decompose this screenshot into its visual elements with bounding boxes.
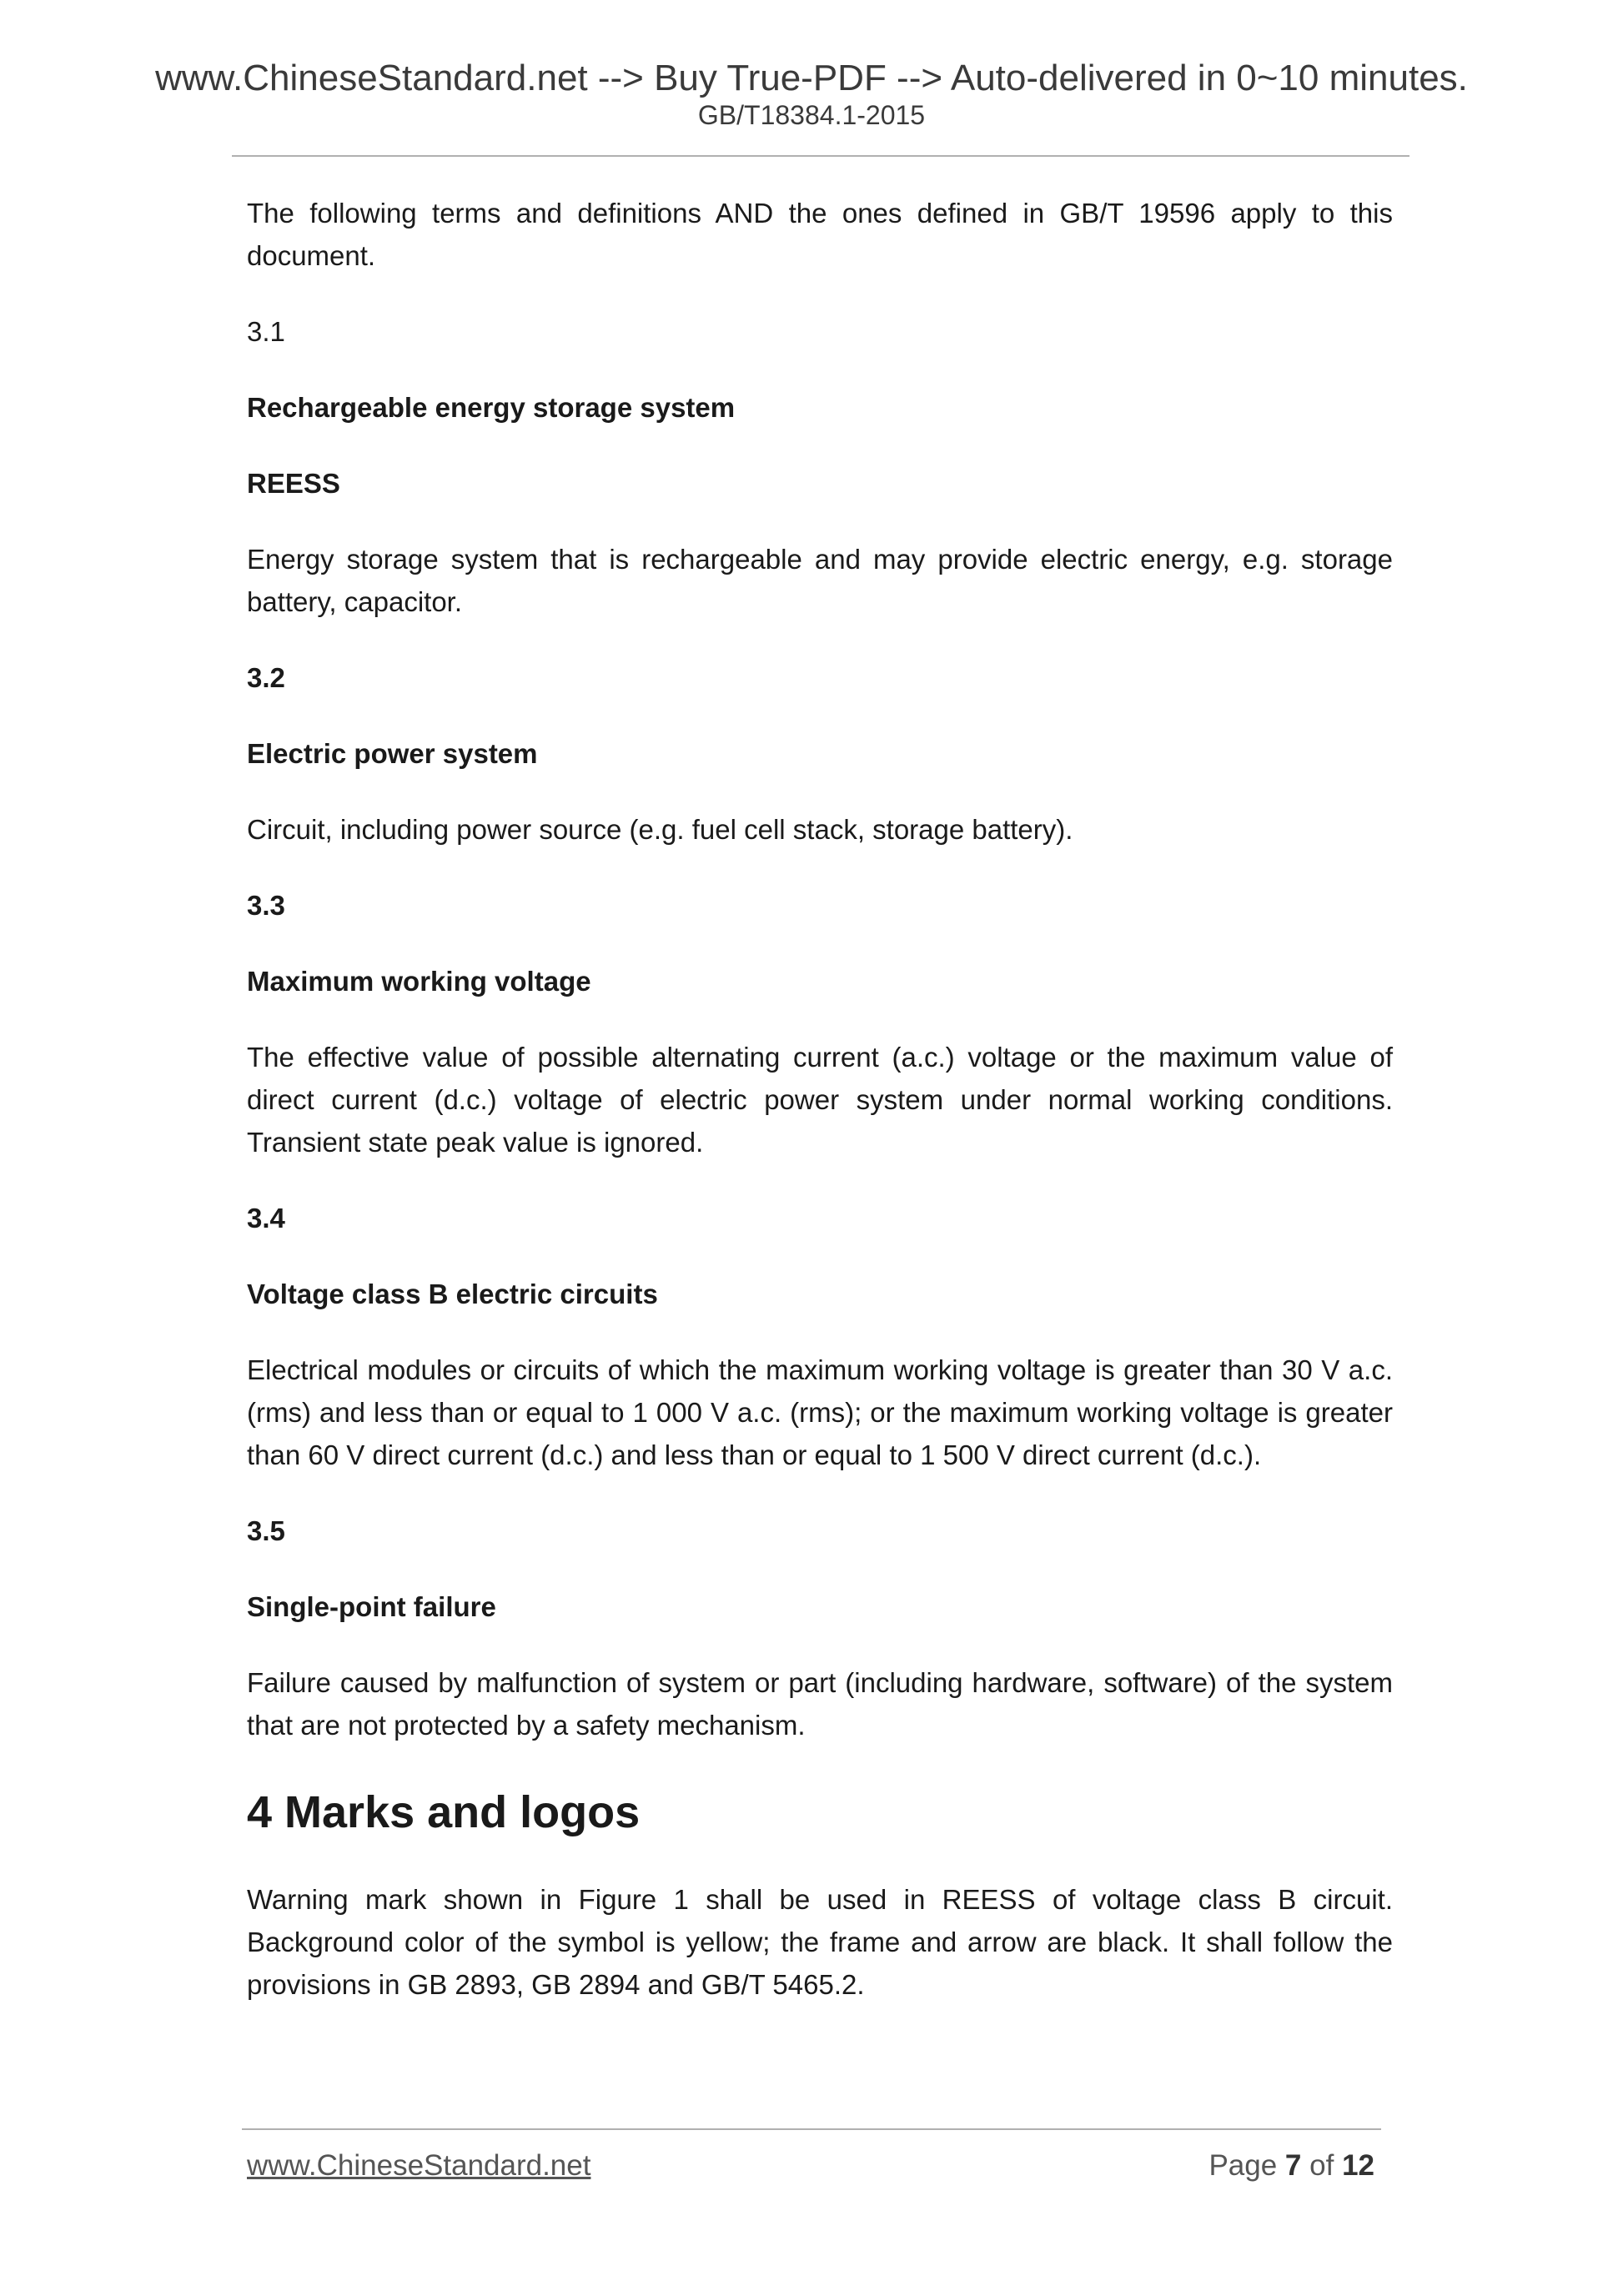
- clause-3-4-number: 3.4: [247, 1203, 285, 1233]
- clause-3-5-term: Single-point failure: [247, 1591, 496, 1622]
- page-word: Page: [1208, 2149, 1278, 2182]
- section-4-paragraph: Warning mark shown in Figure 1 shall be used in REESS of voltage class B circuit. Background color of the symbol is yellow; the frame and arrow are black. It shall follow the provisions in GB 2893, GB 2894 and GB/T 5465.2.: [247, 1884, 1393, 2000]
- clause-3-4-term: Voltage class B electric circuits: [247, 1279, 658, 1309]
- clause-3-3-definition: The effective value of possible alternating current (a.c.) voltage or the maximum value of direct current (d.c.) voltage of electric power system under normal working conditions. Transient state peak value is ignored.: [247, 1042, 1393, 1158]
- clause-3-3-number: 3.3: [247, 890, 285, 921]
- header-divider: [232, 155, 1409, 157]
- clause-3-1-number: 3.1: [247, 316, 285, 347]
- clause-3-2-definition: Circuit, including power source (e.g. fuel cell stack, storage battery).: [247, 814, 1073, 845]
- clause-3-5-number: 3.5: [247, 1515, 285, 1546]
- clause-3-1-definition: Energy storage system that is rechargeable and may provide electric energy, e.g. storage battery, capacitor.: [247, 544, 1393, 617]
- clause-3-1-abbreviation: REESS: [247, 468, 340, 499]
- intro-paragraph: The following terms and definitions AND the ones defined in GB/T 19596 apply to this document.: [247, 198, 1393, 271]
- page-of: of: [1309, 2149, 1334, 2182]
- clause-3-4-definition: Electrical modules or circuits of which the maximum working voltage is greater than 30 V a.c. (rms) and less than or equal to 1 000 V a.c. (rms); or the maximum working voltage is greater than 60 V direct current (d.c.) and less than or equal to 1 500 V direct current (d.c.).: [247, 1354, 1393, 1470]
- section-4-heading: 4 Marks and logos: [247, 1787, 641, 1837]
- footer-page-indicator: [1208, 2151, 1374, 2180]
- header-banner: www.ChineseStandard.net --> Buy True-PDF --> Auto-delivered in 0~10 minutes.: [155, 58, 1468, 98]
- clause-3-1-term: Rechargeable energy storage system: [247, 392, 736, 423]
- clause-3-3-term: Maximum working voltage: [247, 966, 591, 997]
- clause-3-5-definition: Failure caused by malfunction of system or part (including hardware, software) of the system that are not protected by a safety mechanism.: [247, 1667, 1393, 1741]
- standard-code: GB/T18384.1-2015: [697, 100, 926, 130]
- footer-divider: [242, 2128, 1381, 2130]
- clause-3-2-term: Electric power system: [247, 738, 538, 769]
- footer-site-link[interactable]: www.ChineseStandard.net: [247, 2149, 591, 2182]
- page-current: 7: [1284, 2149, 1302, 2182]
- page-total: 12: [1342, 2149, 1374, 2182]
- document-body: [247, 192, 1393, 2006]
- clause-3-2-number: 3.2: [247, 662, 285, 693]
